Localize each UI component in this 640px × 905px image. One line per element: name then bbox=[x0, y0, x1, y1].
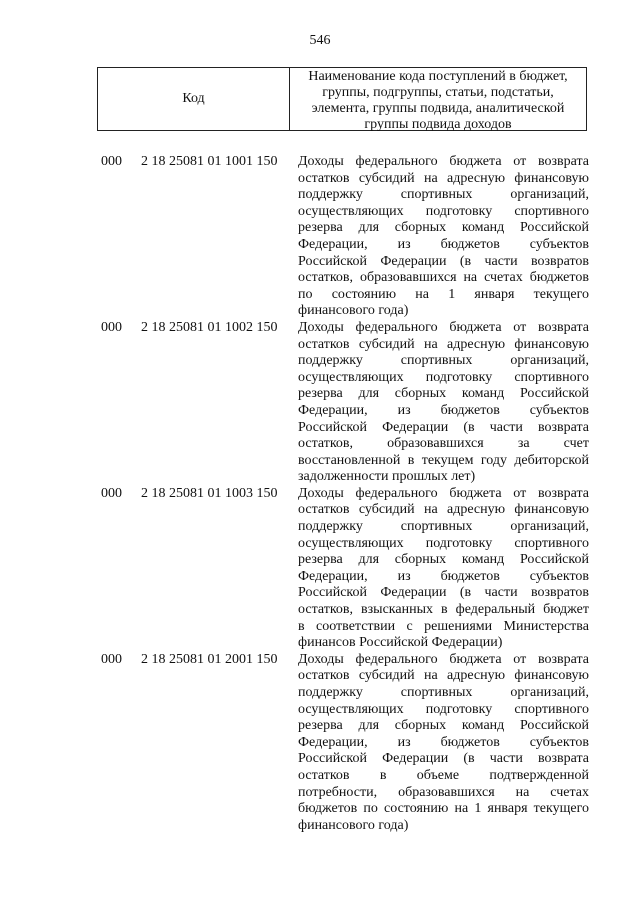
income-description bbox=[298, 320, 589, 486]
description-line: Доходы федерального бюджета от возврата bbox=[298, 651, 589, 667]
description-line: Российской Федерации (в части возврата bbox=[298, 751, 589, 767]
description-line: поддержку спортивных организаций, bbox=[298, 187, 589, 203]
admin-code: 000 bbox=[101, 154, 122, 169]
description-line: задолженности прошлых лет) bbox=[298, 469, 476, 485]
description-line: резерва для сборных команд Российской bbox=[298, 386, 589, 402]
description-line: осуществляющих подготовку спортивного bbox=[298, 701, 589, 717]
admin-code: 000 bbox=[101, 485, 122, 501]
description-line: Доходы федерального бюджета от возврата bbox=[298, 485, 589, 501]
header-name-line: Наименование кода поступлений в бюджет, bbox=[308, 69, 568, 84]
description-line: остатков в объеме подтвержденной bbox=[298, 767, 589, 783]
income-code: 2 18 25081 01 1002 150 bbox=[141, 319, 278, 335]
table-row bbox=[0, 652, 640, 835]
header-code-cell bbox=[98, 68, 290, 130]
description-line: финансов Российской Федерации) bbox=[298, 635, 503, 651]
income-code: 2 18 25081 01 2001 150 bbox=[141, 651, 278, 667]
description-line: Российской Федерации (в части возвратов bbox=[298, 585, 589, 601]
description-line: поддержку спортивных организаций, bbox=[298, 353, 589, 369]
description-line: Федерации, из бюджетов субъектов bbox=[298, 402, 589, 418]
description-line: остатков субсидий на адресную финансовую bbox=[298, 170, 589, 186]
income-description bbox=[298, 652, 589, 835]
header-name-line: группы, подгруппы, статьи, подстатьи, bbox=[322, 85, 554, 100]
description-line: Доходы федерального бюджета от возврата bbox=[298, 154, 589, 169]
header-name-cell bbox=[290, 68, 586, 130]
description-line: остатков, образовавшихся за счет bbox=[298, 436, 589, 452]
description-line: резерва для сборных команд Российской bbox=[298, 220, 589, 236]
table-row bbox=[0, 486, 640, 652]
description-line: остатков, образовавшихся на счетах бюджетов bbox=[298, 270, 589, 286]
description-line: бюджетов по состоянию на 1 января текущего bbox=[298, 801, 589, 817]
description-line: остатков субсидий на адресную финансовую bbox=[298, 668, 589, 684]
description-line: финансового года) bbox=[298, 303, 409, 319]
page-number: 546 bbox=[309, 33, 331, 48]
income-description bbox=[298, 486, 589, 652]
table-row bbox=[0, 320, 640, 486]
income-code: 2 18 25081 01 1003 150 bbox=[141, 485, 278, 501]
description-line: Федерации, из бюджетов субъектов bbox=[298, 568, 589, 584]
income-code: 2 18 25081 01 1001 150 bbox=[141, 154, 278, 169]
table-row bbox=[0, 154, 640, 320]
description-line: потребности, образовавшихся на счетах bbox=[298, 784, 589, 800]
description-line: осуществляющих подготовку спортивного bbox=[298, 535, 589, 551]
description-line: финансового года) bbox=[298, 817, 409, 833]
description-line: восстановленной в текущем году дебиторской bbox=[298, 452, 589, 468]
header-name-line: элемента, группы подвида, аналитической bbox=[311, 101, 565, 116]
header-name-line: группы подвида доходов bbox=[364, 117, 512, 132]
description-line: Федерации, из бюджетов субъектов bbox=[298, 734, 589, 750]
description-line: резерва для сборных команд Российской bbox=[298, 552, 589, 568]
description-line: поддержку спортивных организаций, bbox=[298, 685, 589, 700]
description-line: Российской Федерации (в части возвратов bbox=[298, 253, 589, 269]
income-description bbox=[298, 154, 589, 320]
description-line: остатков, взысканных в федеральный бюджет bbox=[298, 602, 589, 618]
description-line: остатков субсидий на адресную финансовую bbox=[298, 502, 589, 518]
description-line: резерва для сборных команд Российской bbox=[298, 718, 589, 734]
description-line: поддержку спортивных организаций, bbox=[298, 519, 589, 535]
description-line: Российской Федерации (в части возврата bbox=[298, 419, 589, 435]
admin-code: 000 bbox=[101, 651, 122, 667]
description-line: по состоянию на 1 января текущего bbox=[298, 286, 589, 302]
table-header bbox=[97, 67, 587, 131]
description-line: осуществляющих подготовку спортивного bbox=[298, 369, 589, 385]
description-line: остатков субсидий на адресную финансовую bbox=[298, 336, 589, 352]
description-line: Доходы федерального бюджета от возврата bbox=[298, 319, 589, 335]
description-line: в соответствии с решениями Министерства bbox=[298, 618, 589, 634]
header-code-label: Код bbox=[182, 91, 205, 106]
description-line: осуществляющих подготовку спортивного bbox=[298, 203, 589, 219]
table-body bbox=[0, 154, 640, 834]
description-line: Федерации, из бюджетов субъектов bbox=[298, 236, 589, 252]
admin-code: 000 bbox=[101, 319, 122, 335]
